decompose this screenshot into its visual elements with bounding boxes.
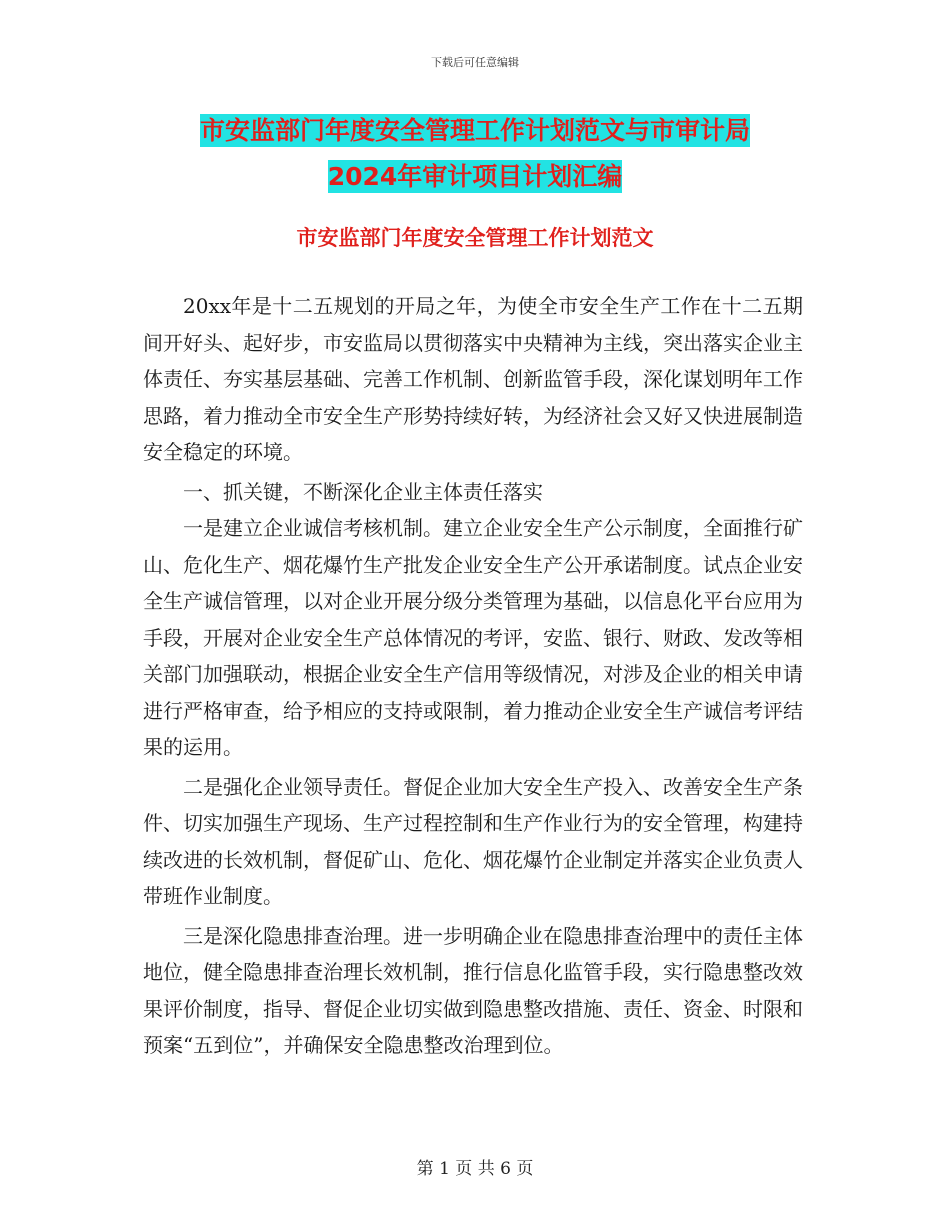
document-body <box>143 288 803 1067</box>
paragraph-heading: 一、抓关键，不断深化企业主体责任落实 <box>183 479 543 504</box>
paragraph-item-3: 三是深化隐患排查治理。进一步明确企业在隐患排查治理中的责任主体地位，健全隐患排查治理长效机制，推行信息化监管手段，实行隐患整改效果评价制度，指导、督促企业切实做到隐患整改措施、责任、资金、时限和预案“五到位”，并确保安全隐患整改治理到位。 <box>143 923 803 1057</box>
header-note: 下载后可任意编辑 <box>431 56 519 69</box>
document-title <box>0 108 950 200</box>
document-title-line-1: 市安监部门年度安全管理工作计划范文与市审计局 <box>199 116 750 145</box>
paragraph-item-1: 一是建立企业诚信考核机制。建立企业安全生产公示制度，全面推行矿山、危化生产、烟花爆竹生产批发企业安全生产公开承诺制度。试点企业安全生产诚信管理，以对企业开展分级分类管理为基础，以信息化平台应用为手段，开展对企业安全生产总体情况的考评，安监、银行、财政、发改等相关部门加强联动，根据企业安全生产信用等级情况，对涉及企业的相关申请进行严格审查，给予相应的支持或限制，着力推动企业安全生产诚信考评结果的运用。 <box>143 516 803 759</box>
section-title: 市安监部门年度安全管理工作计划范文 <box>296 226 654 250</box>
paragraph-item-2: 二是强化企业领导责任。督促企业加大安全生产投入、改善安全生产条件、切实加强生产现场、生产过程控制和生产作业行为的安全管理，构建持续改进的长效机制，督促矿山、危化、烟花爆竹企业制定并落实企业负责人带班作业制度。 <box>143 774 803 908</box>
page-footer: 第 1 页 共 6 页 <box>416 1159 534 1179</box>
paragraph-intro: 20xx年是十二五规划的开局之年，为使全市安全生产工作在十二五期间开好头、起好步，市安监局以贯彻落实中央精神为主线，突出落实企业主体责任、夯实基层基础、完善工作机制、创新监管手段，深化谋划明年工作思路，着力推动全市安全生产形势持续好转，为经济社会又好又快进展制造安全稳定的环境。 <box>143 294 803 464</box>
document-title-line-2: 2024年审计项目计划汇编 <box>327 162 623 191</box>
